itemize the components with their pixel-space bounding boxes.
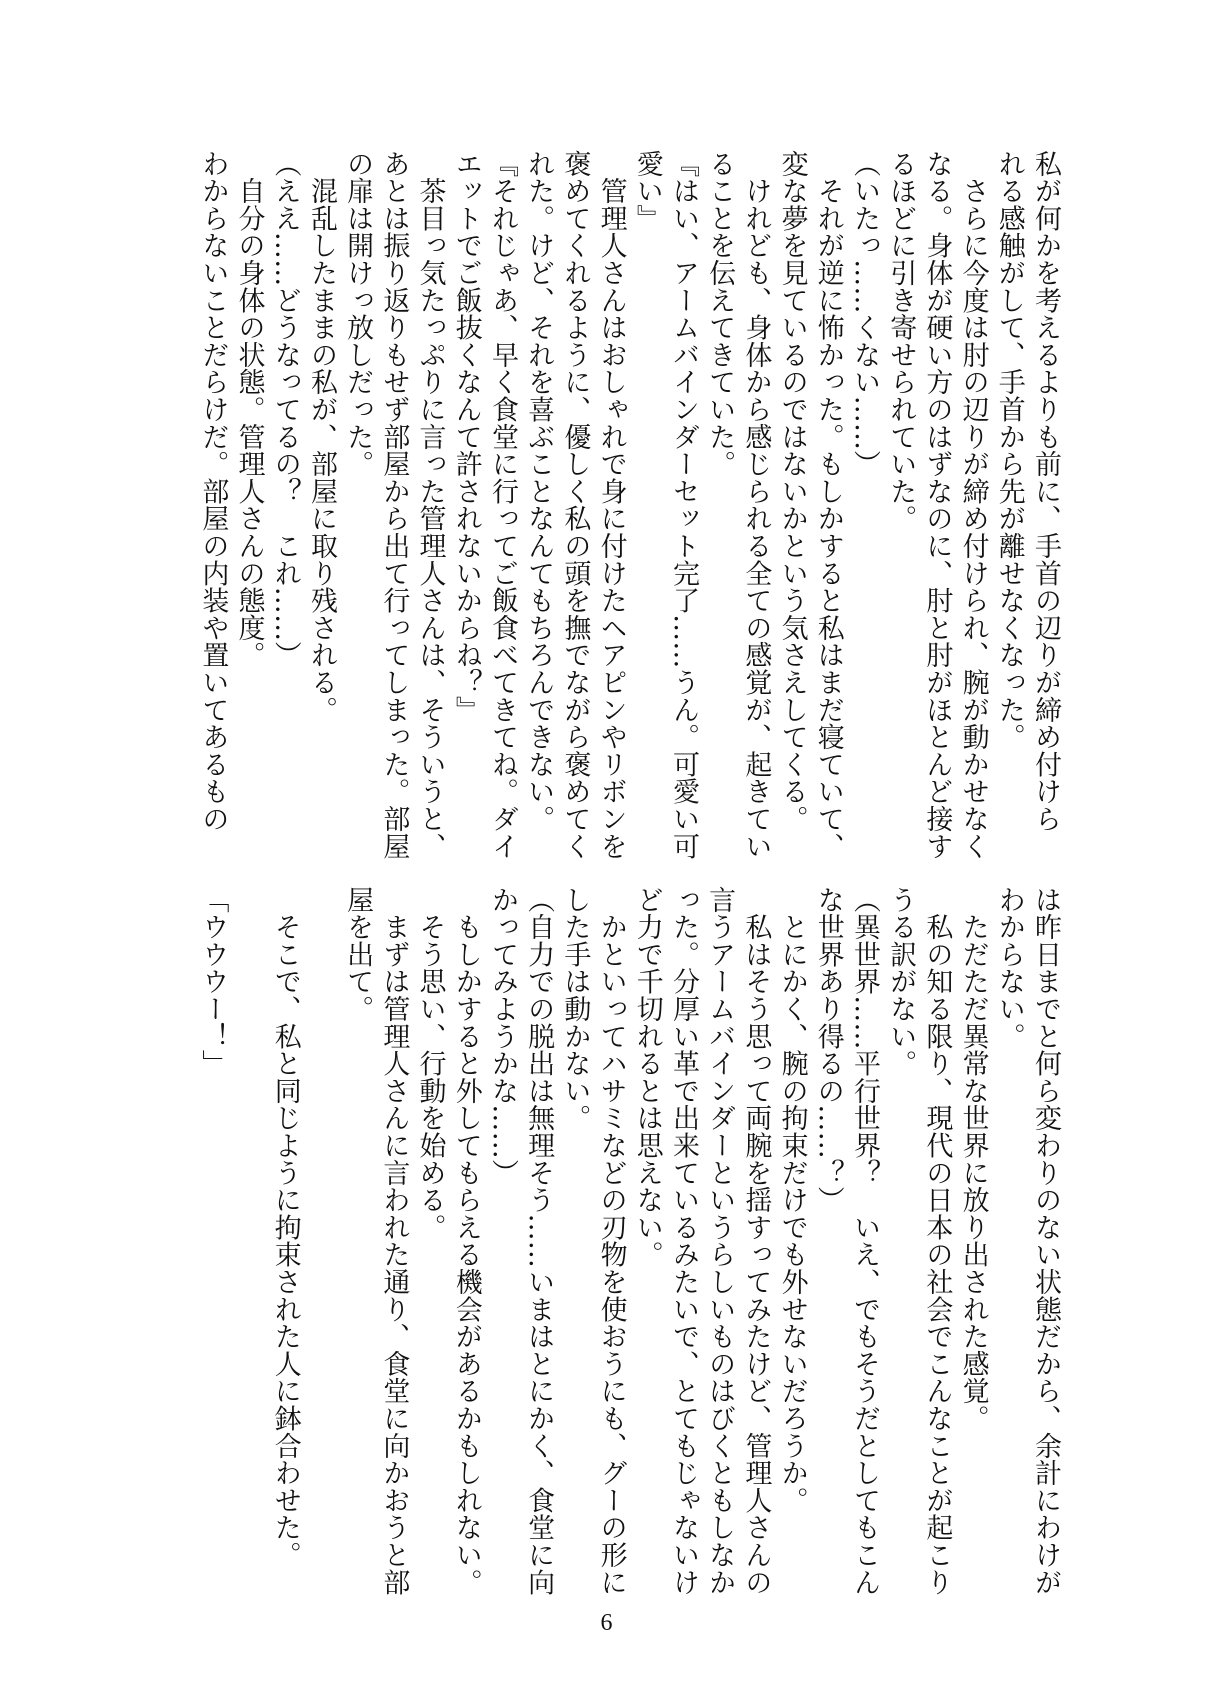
text-line	[303, 886, 339, 1576]
text-line: かってみようかな……）	[486, 886, 518, 1187]
text-line: さらに今度は肘の辺りが締め付けられ、腕が動かせなく	[957, 150, 989, 860]
text-line: は昨日までと何ら変わりのない状態だから、余計にわけが	[1030, 886, 1061, 1596]
text-line: けれども、身体から感じられる全ての感覚が、起きてい	[740, 150, 772, 860]
text-line: （異世界……平行世界？ いえ、でもそうだとしてもこん	[848, 886, 880, 1596]
text-line: 自分の身体の状態。管理人さんの態度。	[233, 150, 265, 669]
text-line: れた。けど、それを喜ぶことなんてもちろんできない。	[523, 150, 555, 833]
text-line: あとは振り返りもせず部屋から出て行ってしまった。部屋	[378, 150, 410, 860]
text-line: （いたっ……くない……）	[848, 150, 880, 478]
text-line: 変な夢を見ているのではないかという気さえしてくる。	[776, 150, 808, 833]
text-line: そう思い、行動を始める。	[414, 886, 446, 1241]
text-line: した手は動かない。	[559, 886, 591, 1132]
text-line: わからない。	[993, 886, 1025, 1050]
text-line: 管理人さんはおしゃれで身に付けたヘアピンやリボンを	[595, 150, 627, 860]
text-line: るほどに引き寄せられていた。	[885, 150, 917, 533]
text-line: ただただ異常な世界に放り出された感覚。	[957, 886, 989, 1432]
text-block-top	[194, 150, 1063, 860]
text-line: ることを伝えてきていた。	[704, 150, 736, 478]
text-line: 私の知る限り、現代の日本の社会でこんなことが起こり	[921, 886, 953, 1596]
text-line: そこで、私と同じように拘束された人に鉢合わせた。	[269, 886, 301, 1569]
text-line: なる。身体が硬い方のはずなのに、肘と肘がほとんど接す	[921, 150, 953, 860]
text-line: 『それじゃあ、早く食堂に行ってご飯食べてきてね。ダイ	[486, 150, 518, 860]
page-number: 6	[600, 1610, 613, 1636]
text-line: とにかく、腕の拘束だけでも外せないだろうか。	[776, 886, 808, 1514]
text-line: の扉は開けっ放しだった。	[342, 150, 374, 478]
text-line: 私が何かを考えるよりも前に、手首の辺りが締め付けら	[1030, 150, 1061, 833]
text-line: 私はそう思って両腕を揺すってみたけど、管理人さんの	[740, 886, 772, 1596]
text-line: うる訳がない。	[885, 886, 917, 1078]
text-line: 「ウウウー！」	[197, 886, 229, 1078]
text-line: った。分厚い革で出来ているみたいで、とてもじゃないけ	[667, 886, 699, 1596]
text-line: わからないことだらけだ。部屋の内装や置いてあるもの	[197, 150, 229, 833]
text-line: （ええ……どうなってるの？ これ……）	[269, 150, 301, 669]
text-line: れる感触がして、手首から先が離せなくなった。	[993, 150, 1025, 751]
text-line: 混乱したままの私が、部屋に取り残される。	[305, 150, 337, 724]
text-line	[230, 886, 266, 1576]
text-line: それが逆に怖かった。もしかすると私はまだ寝ていて、	[812, 150, 844, 860]
text-line: かといってハサミなどの刃物を使おうにも、グーの形に	[595, 886, 627, 1596]
text-line: 茶目っ気たっぷりに言った管理人さんは、そういうと、	[414, 150, 446, 860]
text-line: 言うアームバインダーというらしいものはびくともしなか	[704, 886, 736, 1596]
text-line: ど力で千切れるとは思えない。	[631, 886, 663, 1269]
text-line: まずは管理人さんに言われた通り、食堂に向かおうと部	[378, 886, 410, 1596]
text-line: な世界あり得るの……？）	[812, 886, 844, 1214]
text-line: 『はい、アームバインダーセット完了……うん。可愛い可	[667, 150, 699, 860]
text-block-bottom	[194, 886, 1063, 1596]
text-line: 愛い』	[631, 150, 663, 232]
text-line: エットでご飯抜くなんて許されないからね？』	[450, 150, 482, 724]
text-line: （自力での脱出は無理そう……いまはとにかく、食堂に向	[523, 886, 555, 1596]
text-line: 褒めてくれるように、優しく私の頭を撫でながら褒めてく	[559, 150, 591, 860]
text-line: もしかすると外してもらえる機会があるかもしれない。	[450, 886, 482, 1596]
text-line: 屋を出て。	[342, 886, 374, 1023]
